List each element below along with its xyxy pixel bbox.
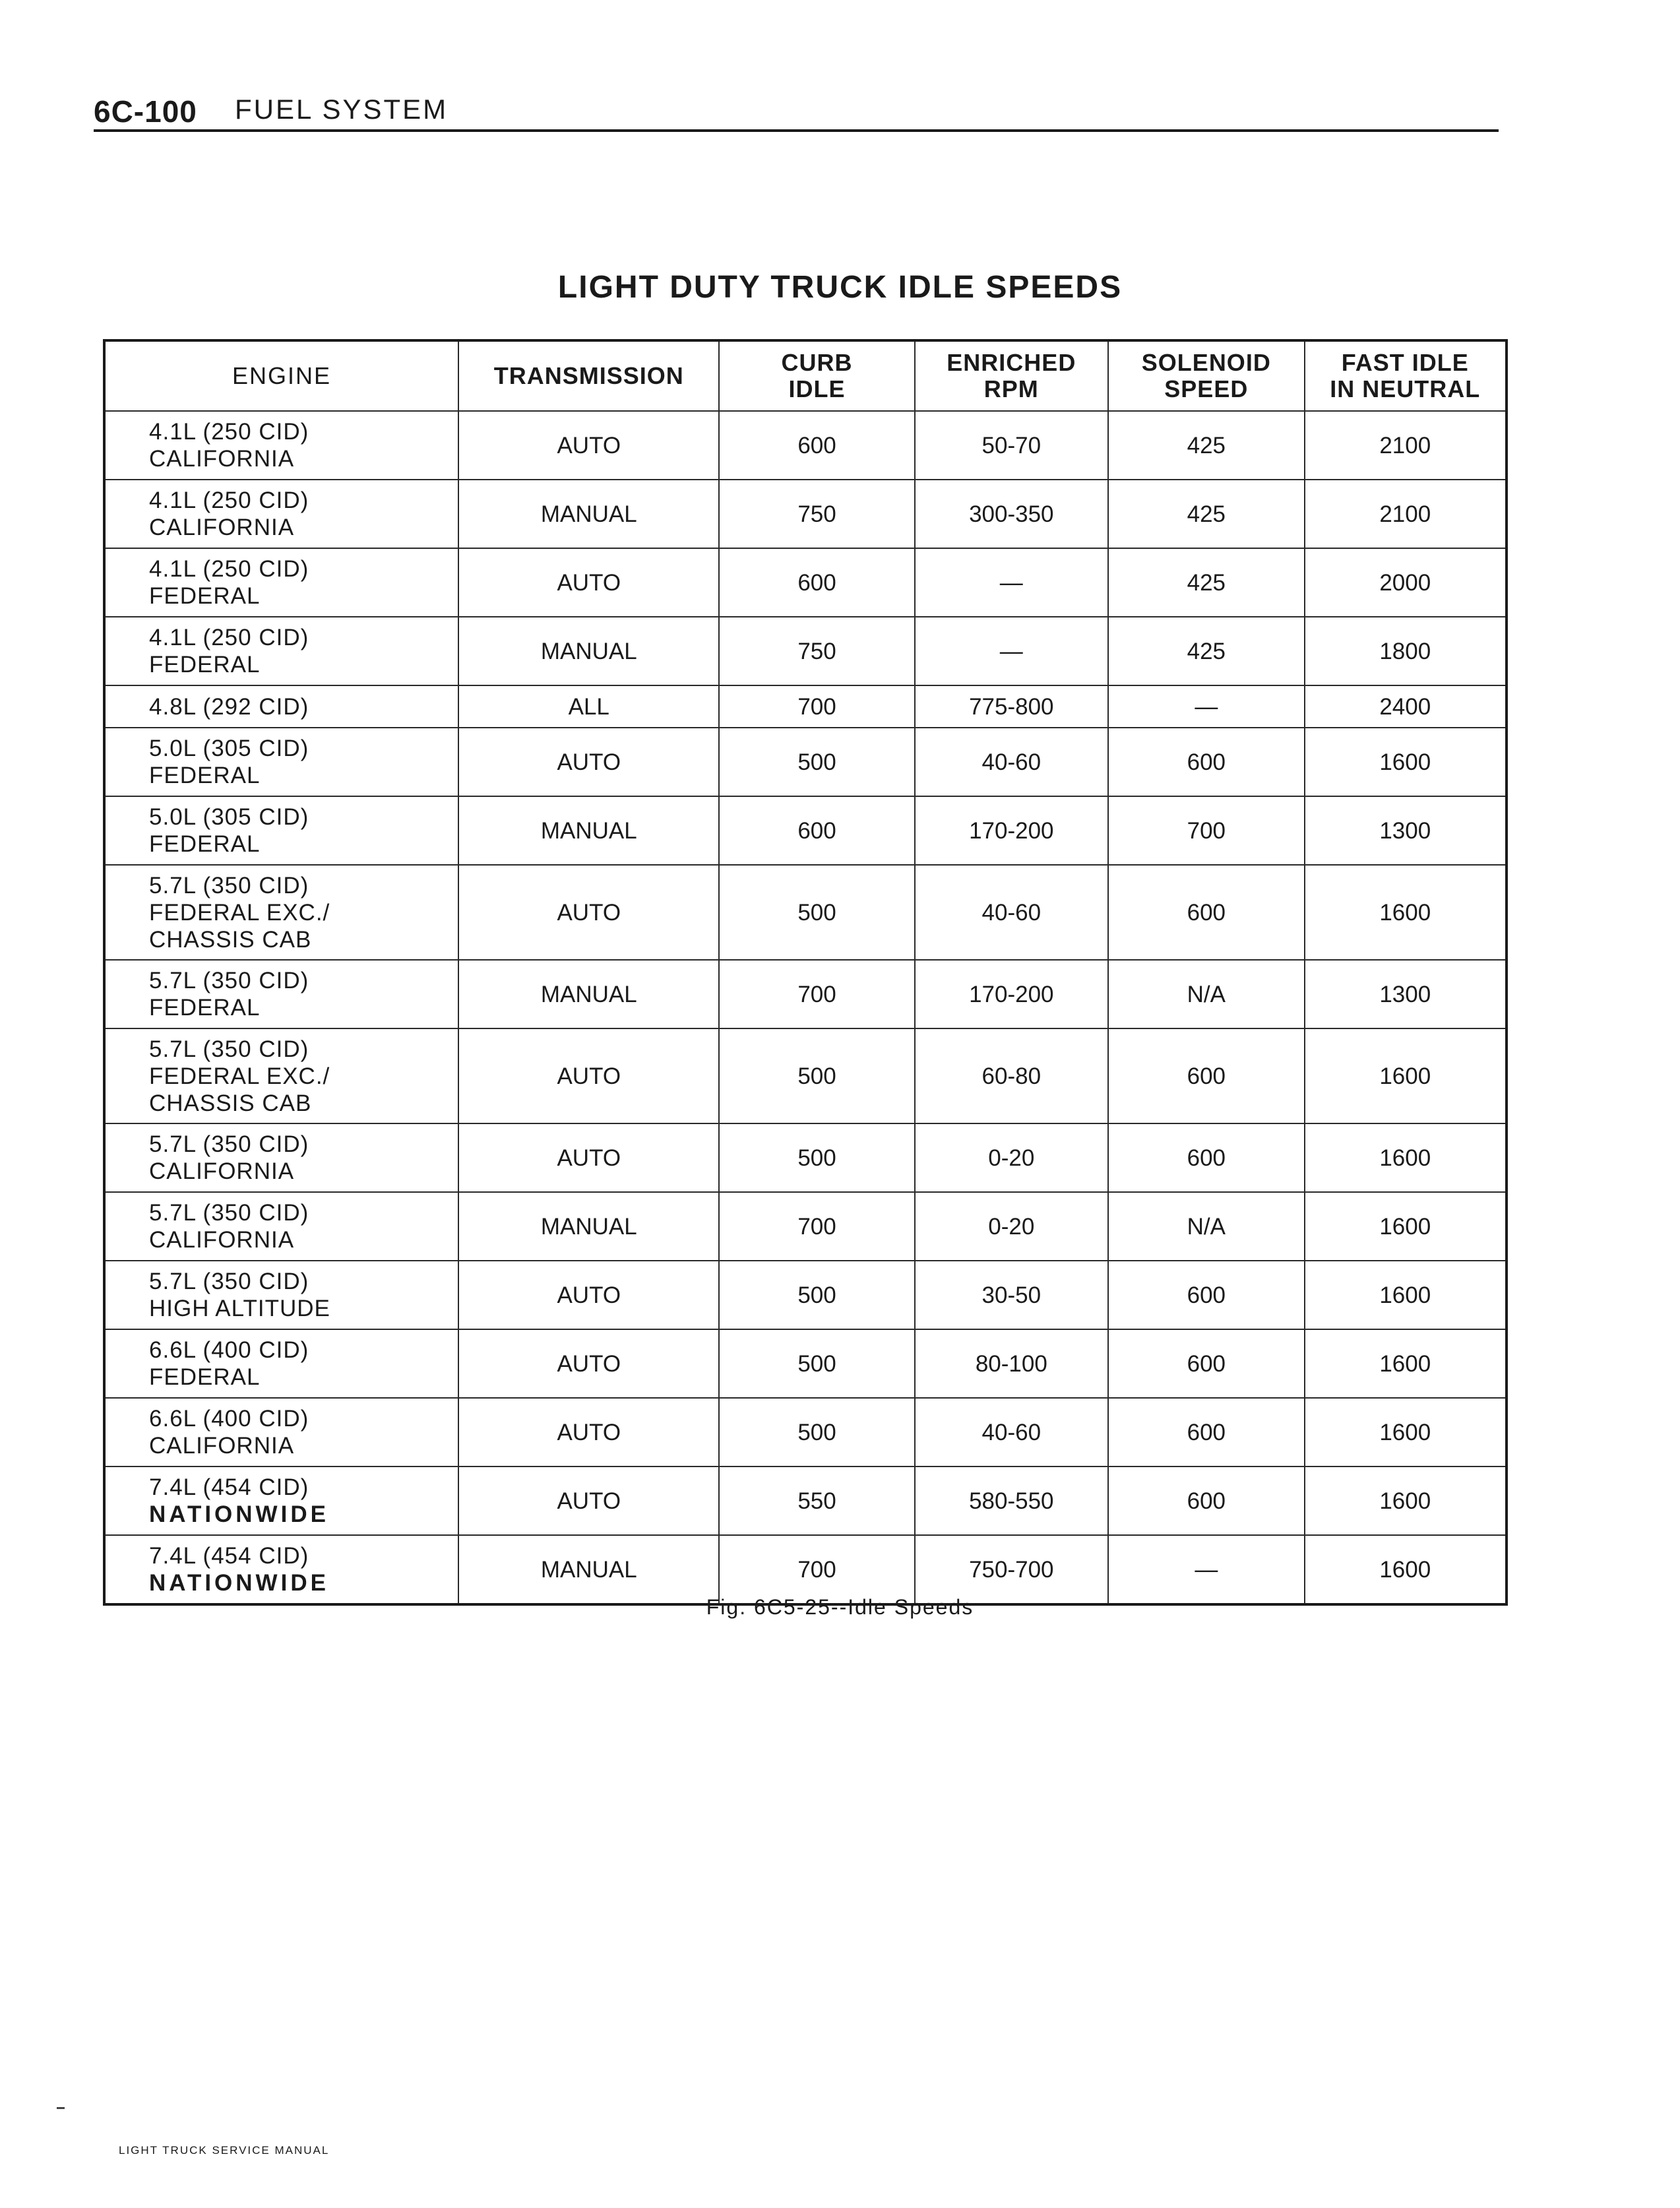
transmission-cell: MANUAL — [458, 960, 719, 1028]
table-row — [104, 480, 1507, 548]
engine-cell: 5.7L (350 CID) HIGH ALTITUDE — [104, 1261, 458, 1329]
solenoid-speed-cell: — — [1108, 1535, 1305, 1604]
enriched-rpm-cell: 40-60 — [915, 728, 1109, 796]
engine-cell: 5.7L (350 CID) FEDERAL — [104, 960, 458, 1028]
transmission-cell: AUTO — [458, 548, 719, 617]
page-number: 6C-100 — [94, 94, 197, 129]
engine-cell: 5.7L (350 CID) FEDERAL EXC./ CHASSIS CAB — [104, 865, 458, 960]
engine-cell: 5.7L (350 CID) CALIFORNIA — [104, 1192, 458, 1261]
curb-idle-cell: 700 — [719, 685, 914, 728]
transmission-cell: AUTO — [458, 1329, 719, 1398]
table-row — [104, 617, 1507, 685]
fast-idle-cell: 2000 — [1305, 548, 1507, 617]
enriched-rpm-cell: 300-350 — [915, 480, 1109, 548]
solenoid-speed-cell: 600 — [1108, 865, 1305, 960]
engine-cell: 7.4L (454 CID) NATIONWIDE — [104, 1535, 458, 1604]
table-row — [104, 685, 1507, 728]
transmission-cell: AUTO — [458, 865, 719, 960]
engine-cell: 5.7L (350 CID) FEDERAL EXC./ CHASSIS CAB — [104, 1028, 458, 1123]
curb-idle-cell: 500 — [719, 1261, 914, 1329]
fast-idle-cell: 1600 — [1305, 1261, 1507, 1329]
engine-cell: 5.7L (350 CID) CALIFORNIA — [104, 1123, 458, 1192]
solenoid-speed-cell: 600 — [1108, 1467, 1305, 1535]
enriched-rpm-cell: 750-700 — [915, 1535, 1109, 1604]
solenoid-speed-cell: 600 — [1108, 1261, 1305, 1329]
curb-idle-cell: 750 — [719, 617, 914, 685]
figure-caption: Fig. 6C5-25--Idle Speeds — [706, 1595, 974, 1619]
transmission-cell: AUTO — [458, 728, 719, 796]
fast-idle-cell: 1300 — [1305, 796, 1507, 865]
engine-cell: 4.8L (292 CID) — [104, 685, 458, 728]
solenoid-speed-cell: 600 — [1108, 1123, 1305, 1192]
fast-idle-cell: 1600 — [1305, 1467, 1507, 1535]
engine-cell: 5.0L (305 CID) FEDERAL — [104, 728, 458, 796]
curb-idle-cell: 700 — [719, 960, 914, 1028]
engine-cell: 7.4L (454 CID) NATIONWIDE — [104, 1467, 458, 1535]
curb-idle-cell: 500 — [719, 1329, 914, 1398]
engine-cell: 6.6L (400 CID) FEDERAL — [104, 1329, 458, 1398]
page-header — [94, 91, 1499, 129]
header-rule — [94, 129, 1499, 132]
fast-idle-cell: 1600 — [1305, 1123, 1507, 1192]
solenoid-speed-cell: 600 — [1108, 1028, 1305, 1123]
enriched-rpm-cell: 40-60 — [915, 1398, 1109, 1467]
transmission-cell: AUTO — [458, 1028, 719, 1123]
table-row — [104, 1535, 1507, 1604]
engine-cell: 4.1L (250 CID) CALIFORNIA — [104, 480, 458, 548]
solenoid-speed-cell: N/A — [1108, 1192, 1305, 1261]
fast-idle-cell: 1800 — [1305, 617, 1507, 685]
solenoid-speed-cell: 425 — [1108, 411, 1305, 480]
header-enriched-rpm: ENRICHED RPM — [915, 340, 1109, 411]
header-fast-idle: FAST IDLE IN NEUTRAL — [1305, 340, 1507, 411]
fast-idle-cell: 1600 — [1305, 1192, 1507, 1261]
table-title: LIGHT DUTY TRUCK IDLE SPEEDS — [557, 270, 1123, 305]
enriched-rpm-cell: — — [915, 617, 1109, 685]
enriched-rpm-cell: 580-550 — [915, 1467, 1109, 1535]
engine-cell: 5.0L (305 CID) FEDERAL — [104, 796, 458, 865]
table-row — [104, 548, 1507, 617]
fast-idle-cell: 1600 — [1305, 1398, 1507, 1467]
enriched-rpm-cell: 80-100 — [915, 1329, 1109, 1398]
table-row — [104, 1123, 1507, 1192]
curb-idle-cell: 500 — [719, 1123, 914, 1192]
curb-idle-cell: 600 — [719, 411, 914, 480]
table-row — [104, 1398, 1507, 1467]
enriched-rpm-cell: — — [915, 548, 1109, 617]
fast-idle-cell: 2400 — [1305, 685, 1507, 728]
header-solenoid-speed: SOLENOID SPEED — [1108, 340, 1305, 411]
curb-idle-cell: 500 — [719, 1398, 914, 1467]
enriched-rpm-cell: 170-200 — [915, 796, 1109, 865]
engine-cell: 4.1L (250 CID) FEDERAL — [104, 548, 458, 617]
curb-idle-cell: 700 — [719, 1192, 914, 1261]
section-title: FUEL SYSTEM — [235, 94, 449, 125]
transmission-cell: MANUAL — [458, 617, 719, 685]
engine-cell: 4.1L (250 CID) FEDERAL — [104, 617, 458, 685]
enriched-rpm-cell: 30-50 — [915, 1261, 1109, 1329]
enriched-rpm-cell: 60-80 — [915, 1028, 1109, 1123]
transmission-cell: AUTO — [458, 1261, 719, 1329]
table-row — [104, 1329, 1507, 1398]
fast-idle-cell: 1600 — [1305, 1329, 1507, 1398]
solenoid-speed-cell: 425 — [1108, 480, 1305, 548]
engine-cell: 6.6L (400 CID) CALIFORNIA — [104, 1398, 458, 1467]
transmission-cell: AUTO — [458, 411, 719, 480]
table-row — [104, 796, 1507, 865]
table-row — [104, 1192, 1507, 1261]
curb-idle-cell: 550 — [719, 1467, 914, 1535]
curb-idle-cell: 500 — [719, 865, 914, 960]
fast-idle-cell: 1600 — [1305, 1535, 1507, 1604]
idle-speeds-table — [103, 339, 1508, 1606]
table-row — [104, 1261, 1507, 1329]
solenoid-speed-cell: N/A — [1108, 960, 1305, 1028]
solenoid-speed-cell: 600 — [1108, 1329, 1305, 1398]
transmission-cell: AUTO — [458, 1123, 719, 1192]
table-row — [104, 411, 1507, 480]
solenoid-speed-cell: 425 — [1108, 617, 1305, 685]
transmission-cell: MANUAL — [458, 796, 719, 865]
enriched-rpm-cell: 40-60 — [915, 865, 1109, 960]
fast-idle-cell: 1300 — [1305, 960, 1507, 1028]
fast-idle-cell: 1600 — [1305, 865, 1507, 960]
table-row — [104, 960, 1507, 1028]
engine-cell: 4.1L (250 CID) CALIFORNIA — [104, 411, 458, 480]
table-row — [104, 728, 1507, 796]
transmission-cell: MANUAL — [458, 1192, 719, 1261]
page-footer: LIGHT TRUCK SERVICE MANUAL — [119, 2144, 330, 2157]
enriched-rpm-cell: 0-20 — [915, 1192, 1109, 1261]
table-row — [104, 1028, 1507, 1123]
solenoid-speed-cell: 425 — [1108, 548, 1305, 617]
solenoid-speed-cell: — — [1108, 685, 1305, 728]
curb-idle-cell: 750 — [719, 480, 914, 548]
curb-idle-cell: 600 — [719, 796, 914, 865]
enriched-rpm-cell: 50-70 — [915, 411, 1109, 480]
fast-idle-cell: 2100 — [1305, 480, 1507, 548]
fast-idle-cell: 1600 — [1305, 728, 1507, 796]
table-row — [104, 1467, 1507, 1535]
solenoid-speed-cell: 600 — [1108, 728, 1305, 796]
transmission-cell: AUTO — [458, 1467, 719, 1535]
curb-idle-cell: 500 — [719, 728, 914, 796]
table-header-row — [104, 340, 1507, 411]
transmission-cell: AUTO — [458, 1398, 719, 1467]
fast-idle-cell: 1600 — [1305, 1028, 1507, 1123]
fast-idle-cell: 2100 — [1305, 411, 1507, 480]
transmission-cell: MANUAL — [458, 1535, 719, 1604]
transmission-cell: MANUAL — [458, 480, 719, 548]
enriched-rpm-cell: 0-20 — [915, 1123, 1109, 1192]
enriched-rpm-cell: 775-800 — [915, 685, 1109, 728]
curb-idle-cell: 500 — [719, 1028, 914, 1123]
transmission-cell: ALL — [458, 685, 719, 728]
header-transmission: TRANSMISSION — [458, 340, 719, 411]
curb-idle-cell: 600 — [719, 548, 914, 617]
margin-mark — [57, 2107, 65, 2109]
curb-idle-cell: 700 — [719, 1535, 914, 1604]
solenoid-speed-cell: 600 — [1108, 1398, 1305, 1467]
header-engine: ENGINE — [104, 340, 458, 411]
table-row — [104, 865, 1507, 960]
header-curb-idle: CURB IDLE — [719, 340, 914, 411]
solenoid-speed-cell: 700 — [1108, 796, 1305, 865]
enriched-rpm-cell: 170-200 — [915, 960, 1109, 1028]
